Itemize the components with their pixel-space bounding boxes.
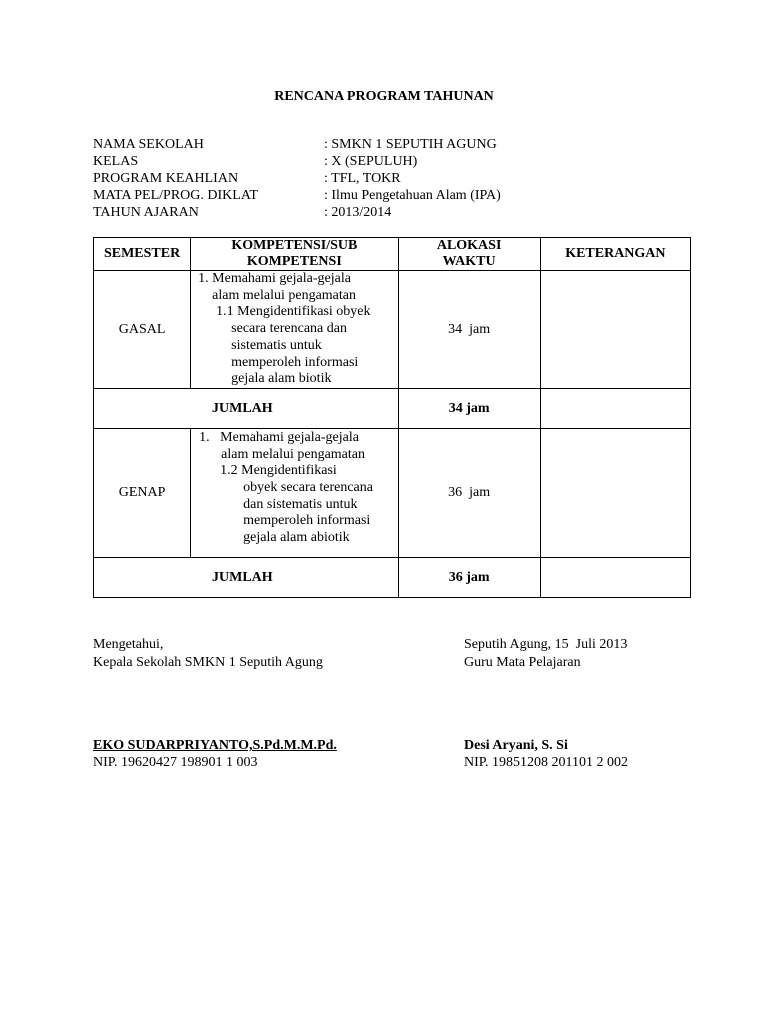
kompetensi-line: memperoleh informasi	[243, 513, 371, 529]
keterangan-cell	[540, 271, 690, 389]
alokasi-cell: 36 jam	[398, 428, 540, 557]
keterangan-cell	[540, 428, 690, 557]
signature-name-teacher: Desi Aryani, S. Si	[464, 738, 568, 753]
info-value: : SMKN 1 SEPUTIH AGUNG	[324, 137, 497, 152]
kompetensi-line: alam melalui pengamatan	[212, 287, 356, 303]
kompetensi-line: gejala alam abiotik	[243, 530, 350, 546]
info-value: : X (SEPULUH)	[324, 154, 418, 169]
info-label: NAMA SEKOLAH	[93, 137, 204, 152]
signature-place-date: Seputih Agung, 15 Juli 2013	[464, 637, 628, 652]
table-header-row	[94, 238, 691, 271]
signature-block-right	[464, 636, 627, 672]
jumlah-label: JUMLAH	[94, 557, 399, 597]
kompetensi-cell	[191, 428, 398, 557]
kompetensi-line: alam melalui pengamatan	[221, 446, 365, 462]
alokasi-cell: 34 jam	[398, 271, 540, 389]
header-kompetensi-line1: KOMPETENSI/SUB	[231, 238, 358, 253]
info-value: : Ilmu Pengetahuan Alam (IPA)	[324, 188, 501, 203]
semester-cell: GENAP	[94, 428, 191, 557]
info-row-kelas	[93, 153, 501, 170]
signature-role: Kepala Sekolah SMKN 1 Seputih Agung	[93, 655, 323, 670]
kompetensi-line: sistematis untuk	[231, 337, 322, 353]
signature-nip-principal: NIP. 19620427 198901 1 003	[93, 755, 258, 770]
kompetensi-cell	[191, 271, 398, 389]
page-title: RENCANA PROGRAM TAHUNAN	[274, 89, 494, 104]
school-info	[93, 136, 501, 221]
kompetensi-line: obyek secara terencana	[243, 480, 373, 496]
kompetensi-line: memperoleh informasi	[231, 354, 359, 370]
kompetensi-line: gejala alam biotik	[231, 371, 332, 387]
kompetensi-line: secara terencana dan	[231, 321, 347, 337]
semester-cell: GASAL	[94, 271, 191, 389]
keterangan-cell	[540, 388, 690, 428]
info-label: KELAS	[93, 154, 139, 169]
header-alokasi	[398, 238, 540, 271]
signature-greeting: Mengetahui,	[93, 637, 164, 652]
header-kompetensi-line2: KOMPETENSI	[246, 254, 342, 269]
signature-block-left	[93, 636, 323, 672]
info-value: : 2013/2014	[324, 205, 392, 220]
table-row-gasal	[94, 271, 691, 389]
info-label: PROGRAM KEAHLIAN	[93, 171, 239, 186]
header-kompetensi	[191, 238, 398, 271]
kompetensi-line: dan sistematis untuk	[243, 496, 358, 512]
info-label: MATA PEL/PROG. DIKLAT	[93, 188, 258, 203]
header-alokasi-line2: WAKTU	[442, 254, 496, 269]
kompetensi-line: 1.2 Mengidentifikasi	[220, 463, 337, 479]
info-row-tahun-ajaran	[93, 204, 501, 221]
header-alokasi-line1: ALOKASI	[436, 238, 502, 253]
jumlah-value: 34 jam	[398, 388, 540, 428]
jumlah-label: JUMLAH	[94, 388, 399, 428]
kompetensi-line: 1. Memahami gejala-gejala	[199, 429, 359, 445]
jumlah-value: 36 jam	[398, 557, 540, 597]
header-keterangan: KETERANGAN	[540, 238, 690, 271]
table-row-genap	[94, 428, 691, 557]
info-label: TAHUN AJARAN	[93, 205, 199, 220]
info-row-nama-sekolah	[93, 136, 501, 153]
info-value: : TFL, TOKR	[324, 171, 401, 186]
info-row-mata-pelajaran	[93, 187, 501, 204]
header-semester: SEMESTER	[94, 238, 191, 271]
kompetensi-line: 1. Memahami gejala-gejala	[198, 271, 351, 286]
table-row-jumlah	[94, 557, 691, 597]
program-table	[93, 237, 691, 598]
signature-nip-teacher: NIP. 19851208 201101 2 002	[464, 755, 628, 770]
kompetensi-line: 1.1 Mengidentifikasi obyek	[216, 304, 371, 320]
signature-role: Guru Mata Pelajaran	[464, 655, 581, 670]
keterangan-cell	[540, 557, 690, 597]
signature-name-principal: EKO SUDARPRIYANTO,S.Pd.M.M.Pd.	[93, 738, 337, 753]
table-row-jumlah	[94, 388, 691, 428]
info-row-program-keahlian	[93, 170, 501, 187]
